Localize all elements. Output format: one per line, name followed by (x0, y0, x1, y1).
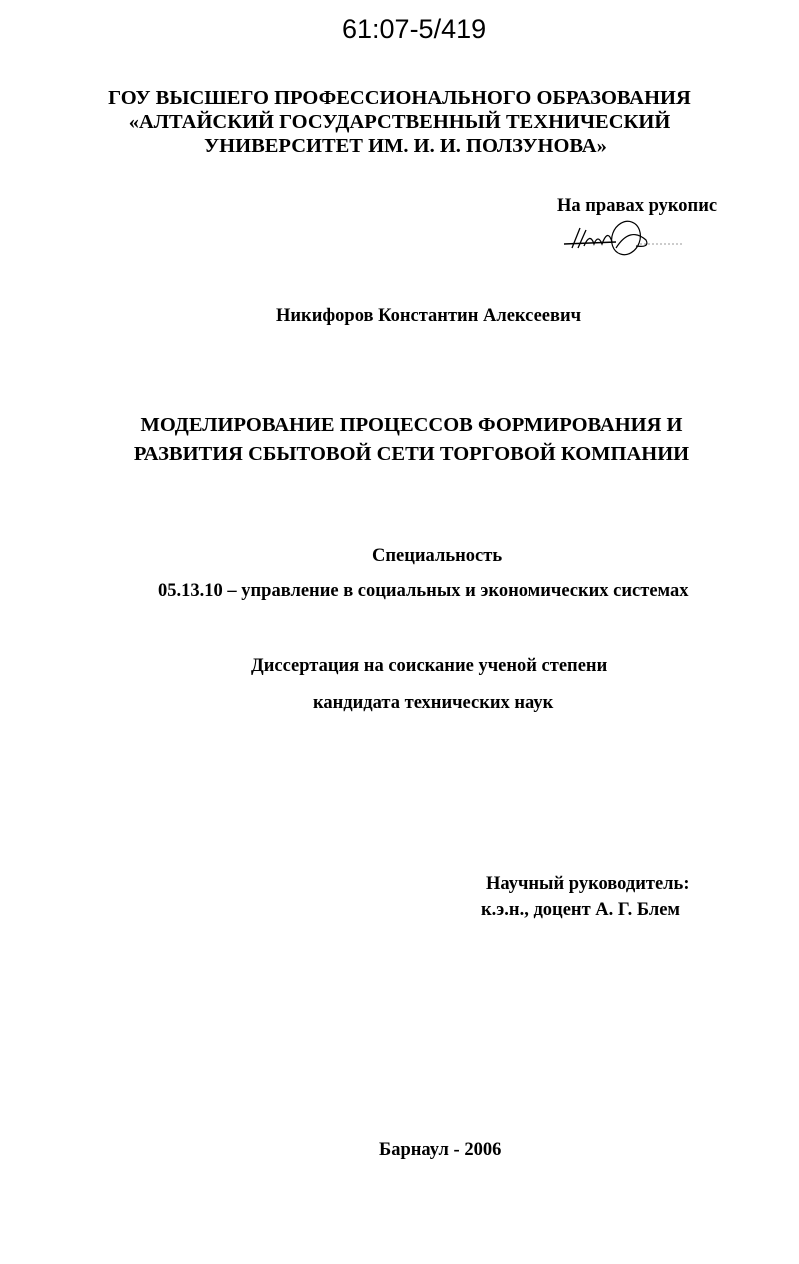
registry-code: 61:07-5/419 (342, 14, 487, 44)
title-line-2: РАЗВИТИЯ СБЫТОВОЙ СЕТИ ТОРГОВОЙ КОМПАНИИ (133, 443, 690, 465)
title-line-1: МОДЕЛИРОВАНИЕ ПРОЦЕССОВ ФОРМИРОВАНИЯ И (140, 414, 683, 436)
institution-line-2: «АЛТАЙСКИЙ ГОСУДАРСТВЕННЫЙ ТЕХНИЧЕСКИЙ (128, 111, 671, 133)
place-year: Барнаул - 2006 (379, 1140, 502, 1160)
author-name: Никифоров Константин Алексеевич (276, 306, 582, 326)
degree-line-1: Диссертация на соискание ученой степени (251, 656, 608, 676)
specialty-value: 05.13.10 – управление в социальных и экономических системах (158, 581, 689, 601)
manuscript-note: На правах рукопис (557, 196, 718, 216)
degree-line-2: кандидата технических наук (313, 693, 554, 713)
institution-line-1: ГОУ ВЫСШЕГО ПРОФЕССИОНАЛЬНОГО ОБРАЗОВАНИЯ (108, 87, 691, 109)
supervisor-name: к.э.н., доцент А. Г. Блем (481, 900, 681, 920)
signature (556, 218, 686, 268)
institution-line-3: УНИВЕРСИТЕТ ИМ. И. И. ПОЛЗУНОВА» (204, 135, 607, 157)
specialty-label: Специальность (372, 546, 503, 566)
supervisor-label: Научный руководитель: (486, 874, 690, 894)
